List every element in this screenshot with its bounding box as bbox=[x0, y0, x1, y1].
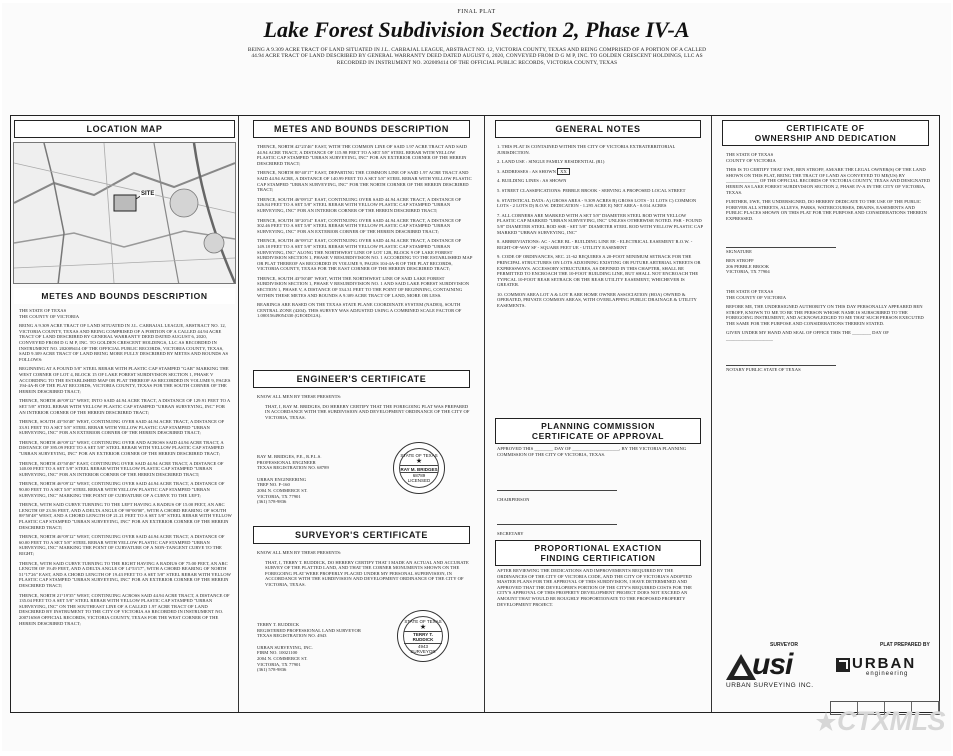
ownership-body bbox=[712, 146, 939, 372]
engineer-sig-role: PROFESSIONAL ENGINEER bbox=[257, 459, 316, 465]
location-map-drawing bbox=[14, 143, 235, 284]
surveyor-seal-number: 4943 bbox=[417, 643, 428, 649]
metes-mid-p2: THENCE, SOUTH 46°09'12" EAST, CONTINUING OVER SAID 44.94 ACRE TRACT, A DISTANCE OF 326.84 FEET TO A SET 5/8" STEEL REBAR WITH YELLOW PLASTIC CAP STAMPED "URBAN SURVEYING, INC" FOR AN INTERIOR CORNER OF THE HEREIN DESCRIBED TRACT; bbox=[257, 196, 462, 213]
surveyor-firm-4: (361) 578-9836 bbox=[257, 667, 287, 673]
metes-left-p1: BEGINNING AT A FOUND 5/8" STEEL REBAR WITH PLASTIC CAP STAMPED "GAR" MARKING THE WEST CORNER OF LOT 4, BLOCK 15 OF LAKE FOREST SUBDIVISION SECTION 1, PHASE V ACCORDING TO THE ESTABLISHED MAP OR PLAT THEREOF AS RECORDED IN VOLUME 9, PAGES 194-4A-B OF THE PLAT RECORDS, VICTORIA COUNTY, TEXAS FOR THE SOUTH CORNER OF THE HEREIN DESCRIBED TRACT; bbox=[19, 366, 231, 394]
metes-mid-p0: THENCE, NORTH 42°23'46" EAST, WITH THE COMMON LINE OF SAID 1.97 ACRE TRACT AND SAID 44.94 ACRE TRACT, A DISTANCE OF 115.98 FEET TO A SET 5/8" STEEL REBAR WITH YELLOW PLASTIC CAP STAMPED "URBAN SURVEYING, INC" FOR AN EXTERIOR CORNER OF THE HEREIN DESCRIBED TRACT; bbox=[257, 144, 467, 166]
plat-description: BEING A 9.309 ACRE TRACT OF LAND SITUATED IN J.L. CARBAJAL LEAGUE, ABSTRACT NO. 12, VICTORIA COUNTY, TEXAS AND BEING COMPRISED OF A PORTION OF A CALLED 44.94 ACRE TRACT OF LAND DESCRIBED BY GENERAL WARRANTY DEED DATED AUGUST 6, 2020, CONVEYED FROM D G M P, INC. TO GOLDEN CRESCENT HOLDINGS, LLC AS RECORDED IN INSTRUMENT NO. 202009414 OF THE OFFICIAL PUBLIC RECORDS, VICTORIA COUNTY, TEXAS bbox=[247, 47, 707, 66]
surveyor-heading: SURVEYOR'S CERTIFICATE bbox=[253, 526, 470, 544]
metes-left-p9: THENCE, WITH SAID CURVE TURNING TO THE RIGHT HAVING A RADIUS OF 75.00 FEET, AN ARC LENGTH OF 19.49 FEET, AND A DELTA ANGLE OF 14°53'17", WITH A CHORD BEARING OF NORTH 51°17'26" EAST, AND A CHORD LENGTH OF 19.43 FEET TO A SET 5/8" STEEL REBAR WITH YELLOW PLASTIC CAP STAMPED "URBAN SURVEYING, INC" FOR AN EXTERIOR CORNER OF THE HEREIN DESCRIBED TRACT; bbox=[19, 560, 231, 588]
usi-name: URBAN SURVEYING INC. bbox=[726, 682, 814, 689]
surveyor-firm-3: VICTORIA, TX 77901 bbox=[257, 661, 301, 667]
engineer-seal-role: LICENSED bbox=[407, 478, 431, 483]
note-9: 9. CODE OF ORDINANCES, SEC. 21-62 REQUIRES A 20-FOOT MINIMUM SETBACK FOR THE PRINCIPAL STRUCTURES ON LOTS ADJOINING EXISTING OR FUTURE ARTERIAL STREETS OR EXPRESSWAYS. ACCESSORY STRUCTURES, AS DEFINED IN THIS CHAPTER, SHALL BE PERMITTED TO ENCROACH THE 10-FOOT BUILDING LINE, BUT SHALL NOT ENCROACH THE TYPICAL 10-FOOT REAR SETBACK OR THE REAR UTILITY EASEMENT, WHICHEVER IS GREATER. bbox=[497, 254, 701, 288]
owner-line-0: BEN STROFF bbox=[726, 258, 754, 264]
metes-mid-p6: BEARINGS ARE BASED ON THE TEXAS STATE PLANE COORDINATE SYSTEM (NAD83), SOUTH CENTRAL ZONE (4204). THIS SURVEY WAS ADJUSTED USING A COMBINED SCALE FACTOR OF 1.00015649054330 (GEOID12A). bbox=[257, 302, 462, 319]
engineer-heading: ENGINEER'S CERTIFICATE bbox=[253, 370, 470, 388]
engineer-text: THAT, I, RAY M. BRIDGES, DO HEREBY CERTIFY THAT THE FOREGOING PLAT WAS PREPARED IN ACCORDANCE WITH THE SUBDIVISION AND DEVELOPMENT ORDINANCE OF THE CITY OF VICTORIA, TEXAS. bbox=[265, 403, 470, 420]
urban-logo-text: URBAN bbox=[852, 655, 917, 672]
planning-heading-1: PLANNING COMMISSION bbox=[541, 421, 655, 431]
surveyor-seal bbox=[397, 610, 449, 662]
metes-mid-heading: METES AND BOUNDS DESCRIPTION bbox=[253, 120, 470, 138]
urban-logo bbox=[836, 656, 916, 677]
note-2: 2. LAND USE : SINGLE FAMILY RESIDENTIAL (R1) bbox=[497, 159, 605, 165]
surveyor-signature bbox=[257, 622, 377, 673]
notary-label: NOTARY PUBLIC STATE OF TEXAS bbox=[726, 366, 801, 372]
signature-line bbox=[726, 240, 836, 248]
plat-sheet bbox=[2, 3, 951, 751]
surveyor-sig-reg: TEXAS REGISTRATION NO. 4943 bbox=[257, 633, 327, 639]
ownership-text-2: FURTHER, I/WE, THE UNDERSIGNED, DO HEREBY DEDICATE TO THE USE OF THE PUBLIC FOREVER ALL STREETS, ALLEYS, PARKS, WATERCOURSES, DRAINS, EASEMENTS AND PUBLIC PLACES SHOWN ON THIS PLAT FOR THE PURPOSE AND CONSIDERATIONS THEREIN EXPRESSED. bbox=[726, 199, 927, 221]
metes-left-p7: THENCE, WITH SAID CURVE TURNING TO THE LEFT HAVING A RADIUS OF 15.00 FEET, AN ARC LENGTH OF 23.56 FEET, AND A DELTA ANGLE OF 90°00'00", WITH A CHORD BEARING OF SOUTH 88°50'48" WEST, AND A CHORD LENGTH OF 21.21 FEET TO A SET 5/8" STEEL REBAR WITH YELLOW PLASTIC CAP STAMPED "URBAN SURVEYING, INC" FOR AN EXTERIOR CORNER OF THE HEREIN DESCRIBED TRACT; bbox=[19, 502, 232, 530]
note-6: 6. STATISTICAL DATA: A) GROSS AREA - 9.309 ACRES B) GROSS LOTS - 31 LOTS C) COMMON LOTS - 2 LOTS D) R.O.W. DEDICATION - 1.295 ACRE E) NET AREA - 8.014 ACRES bbox=[497, 197, 697, 209]
usi-triangle-icon bbox=[726, 654, 756, 680]
urban-logo-sub: engineering bbox=[866, 671, 909, 677]
owner-line-1: 206 PEBBLE BROOK bbox=[726, 263, 770, 269]
chairperson-label: CHAIRPERSON bbox=[497, 497, 530, 503]
note-10: 10. COMMON AREA LOT A & LOT B ARE HOME OWNER ASSOCIATION (HOA) OWNED & OPERATED, PRIVATE COMMON AREAS, WITH OVERLAPPING PUBLIC DRAINAGE & UTILITY EASEMENTS. bbox=[497, 291, 697, 309]
notary-line bbox=[726, 358, 836, 366]
signature-label: SIGNATURE bbox=[726, 248, 752, 254]
engineer-firm-3: VICTORIA, TX 77901 bbox=[257, 493, 301, 499]
general-notes-heading: GENERAL NOTES bbox=[495, 120, 701, 138]
metes-left-state: THE STATE OF TEXAS bbox=[19, 308, 67, 313]
metes-left-p6: THENCE, NORTH 46°09'12" WEST, CONTINUING OVER SAID 44.94 ACRE TRACT, A DISTANCE OF 90.00 FEET TO A SET 5/8" STEEL REBAR WITH YELLOW PLASTIC CAP STAMPED "URBAN SURVEYING, INC" MARKING THE POINT OF CURVATURE OF A CURVE TO THE LEFT; bbox=[19, 481, 225, 498]
owner-line-2: VICTORIA, TX 77904 bbox=[726, 269, 770, 275]
engineer-seal bbox=[393, 442, 445, 494]
exaction-text: AFTER REVIEWING THE DEDICATIONS AND IMPROVEMENTS REQUIRED BY THE ORDINANCES OF THE CITY OF VICTORIA CODE, AND THE CITY OF VICTORIA'S ADOPTED MASTER PLANS FOR THE APPROVAL OF THIS SUBDIVISION, I HAVE DETERMINED AND APPROVED THAT THE DEVELOPER'S PORTION OF THE CITY'S REQUIRED COSTS FOR THE CITY'S APPROVAL OF THIS PROPERTY DEVELOPMENT PROJECT DOES NOT EXCEED AN AMOUNT THAT WOULD BE ROUGHLY PROPORTIONATE TO THE PROPOSED PROPERTY DEVELOPMENT PROJECT. bbox=[497, 568, 692, 607]
metes-left-p3: THENCE, SOUTH 43°50'48" WEST, CONTINUING OVER SAID 44.94 ACRE TRACT, A DISTANCE OF 33.91 FEET TO A SET 5/8" STEEL REBAR WITH YELLOW PLASTIC CAP STAMPED "URBAN SURVEYING, INC" FOR AN EXTERIOR CORNER OF THE HEREIN DESCRIBED TRACT; bbox=[19, 419, 225, 436]
ownership-heading bbox=[722, 120, 929, 146]
metes-mid-p3: THENCE, SOUTH 30°20'14" EAST, CONTINUING OVER SAID 44.94 ACRE TRACT, A DISTANCE OF 302.46 FEET TO A SET 5/8" STEEL REBAR WITH YELLOW PLASTIC CAP STAMPED "URBAN SURVEYING, INC" FOR AN EXTERIOR CORNER OF THE HEREIN DESCRIBED TRACT; bbox=[257, 217, 462, 234]
engineer-sig-reg: TEXAS REGISTRATION NO. 68789 bbox=[257, 465, 329, 471]
note-4: 4. BUILDING LINES : AS SHOWN bbox=[497, 178, 567, 184]
note-1: 1. THIS PLAT IS CONTAINED WITHIN THE CITY OF VICTORIA EXTRATERRITORIAL JURISDICTION. bbox=[497, 144, 676, 155]
engineer-firm-4: (361) 578-9836 bbox=[257, 499, 287, 505]
metes-left-p5: THENCE, NORTH 43°50'48" EAST, CONTINUING OVER SAID 44.94 ACRE TRACT, A DISTANCE OF 140.00 FEET TO A SET 5/8" STEEL REBAR WITH YELLOW PLASTIC CAP STAMPED "URBAN SURVEYING, INC" FOR AN INTERIOR CORNER OF THE HEREIN DESCRIBED TRACT; bbox=[19, 460, 224, 477]
seal-star-icon: ★ bbox=[415, 458, 423, 465]
chairperson-line bbox=[497, 483, 617, 491]
engineer-firm-2: 2004 N. COMMERCE ST. bbox=[257, 487, 308, 493]
urban-mark-icon bbox=[836, 658, 850, 672]
seal-star-icon: ★ bbox=[419, 623, 427, 631]
ownership-text-1: THIS IS TO CERTIFY THAT I/WE, BEN STROFF, AM/ARE THE LEGAL OWNER(S) OF THE LAND SHOWN ON THIS PLAT, BEING THE TRACT OF LAND AS CONVEYED TO ME(US) BY ______________ OF THE OFFICIAL RECORDS OF VICTORIA COUNTY, TEXAS AND DESIGNATED HEREIN AS LAKE FOREST SUBDIVISION SECTION 2, PHASE IV-A IN THE CITY OF VICTORIA, TEXAS. bbox=[726, 167, 931, 195]
metes-left-p8: THENCE, NORTH 46°09'12" WEST, CONTINUING OVER SAID 44.94 ACRE TRACT, A DISTANCE OF 60.00 FEET TO A SET 5/8" STEEL REBAR WITH YELLOW PLASTIC CAP STAMPED "URBAN SURVEYING, INC" MARKING THE POINT OF CURVATURE OF A NON-TANGENT CURVE TO THE RIGHT; bbox=[19, 534, 225, 556]
usi-logo-text: usi bbox=[752, 648, 793, 681]
planning-heading bbox=[495, 418, 701, 444]
plat-title: Lake Forest Subdivision Section 2, Phase IV-A bbox=[263, 17, 690, 42]
ownership-state: THE STATE OF TEXAS bbox=[726, 152, 774, 157]
surveyor-firm-2: 2004 N. COMMERCE ST. bbox=[257, 655, 308, 661]
engineer-firm-1: TBEP NO. F-160 bbox=[257, 482, 290, 488]
ownership-heading-2: OWNERSHIP AND DEDICATION bbox=[754, 133, 897, 143]
engineer-body bbox=[257, 394, 474, 424]
note-8: 8. ABBREVIATIONS: AC - ACRE BL - BUILDING LINE EE - ELECTRICAL EASEMENT R.O.W. - RIGHT-OF-WAY SF - SQUARE FEET UE - UTILITY EASEMENT bbox=[497, 239, 693, 250]
note-3-text: 3. ADDRESSES : AS SHOWN bbox=[497, 168, 556, 174]
ctxmls-watermark bbox=[815, 706, 945, 737]
metes-mid-p4: THENCE, SOUTH 46°09'12" EAST, CONTINUING OVER SAID 44.94 ACRE TRACT, A DISTANCE OF 149.18 FEET TO A SET 5/8" STEEL REBAR WITH YELLOW PLASTIC CAP STAMPED "URBAN SURVEYING, INC" ALONG THE NORTHWEST LINE OF LOT 12B, BLOCK 9 OF LAKE FOREST SUBDIVISION SECTION 1, PHASE V RESUBDIVISION NO. 1 ACCORDING TO THE ESTABLISHED MAP OR PLAT THEREOF AS RECORDED IN VOLUME 9, PAGES 104-4A-B OF THE PLAT RECORDS, VICTORIA COUNTY, TEXAS FOR THE EAST CORNER OF THE HEREIN DESCRIBED TRACT; bbox=[257, 238, 473, 272]
watermark-text: CTXMLS bbox=[837, 706, 945, 736]
secretary-line bbox=[497, 517, 617, 525]
column-ownership bbox=[712, 116, 939, 712]
engineer-intro: KNOW ALL MEN BY THESE PRESENTS: bbox=[257, 394, 342, 399]
note-3 bbox=[497, 169, 703, 175]
ownership-county: COUNTY OF VICTORIA bbox=[726, 157, 776, 163]
engineer-sig-name: RAY M. BRIDGES, P.E., R.P.L.S. bbox=[257, 454, 322, 459]
metes-mid-body bbox=[239, 138, 484, 319]
surveyor-seal-role: SURVEYOR bbox=[410, 648, 436, 654]
surveyor-intro: KNOW ALL MEN BY THESE PRESENTS: bbox=[257, 550, 342, 555]
note-3-box: XX bbox=[557, 168, 570, 175]
location-map-heading: LOCATION MAP bbox=[14, 120, 235, 138]
exaction-heading-2: FINDING CERTIFICATION bbox=[540, 553, 656, 563]
surveyor-sig-role: REGISTERED PROFESSIONAL LAND SURVEYOR bbox=[257, 627, 362, 633]
site-label: SITE bbox=[141, 191, 155, 197]
exaction-body bbox=[497, 568, 703, 611]
column-certificates bbox=[239, 116, 484, 712]
metes-left-p0: BEING A 9.309 ACRE TRACT OF LAND SITUATED IN J.L. CARBAJAL LEAGUE, ABSTRACT NO. 12, VICTORIA COUNTY, TEXAS AND BEING COMPRISED OF A PORTION OF A CALLED 44.94 ACRE TRACT OF LAND DESCRIBED BY GENERAL WARRANTY DEED DATED AUGUST 6, 2020, CONVEYED FROM D G M P, INC. TO GOLDEN CRESCENT HOLDINGS, LLC AS RECORDED IN INSTRUMENT NO. 202009414 OF THE OFFICIAL PUBLIC RECORDS, VICTORIA COUNTY, TEXAS, SAID 9.309 ACRE TRACT OF LAND BEING MORE FULLY DESCRIBED BY METES AND BOUNDS AS FOLLOWS: bbox=[19, 323, 229, 362]
surveyor-firm-0: URBAN SURVEYING, INC. bbox=[257, 644, 313, 650]
metes-mid-p5: THENCE, SOUTH 43°50'48" WEST, WITH THE NORTHWEST LINE OF SAID LAKE FOREST SUBDIVISION SECTION 1, PHASE V RESUBDIVISION NO. 1 AND SAID LAKE FOREST SUBDIVISION SECTION 1, PHASE V, A DISTANCE OF 534.31 FEET TO THE POINT OF BEGINNING, CONTAINING WITHIN THESE METES AND BOUNDS A 9.309 ACRE TRACT OF LAND, MORE OR LESS. bbox=[257, 275, 470, 298]
usi-logo bbox=[726, 650, 814, 689]
ownership-text-3: BEFORE ME, THE UNDERSIGNED AUTHORITY ON THIS DAY PERSONALLY APPEARED BEN STROFF, KNOWN TO ME TO BE THE PERSON WHOSE NAME IS SUBSCRIBED TO THE FOREGOING INSTRUMENT, AND ACKNOWLEDGED TO ME THAT SUCH PERSON EXECUTED THE SAME FOR THE PURPOSE AND CONSIDERATIONS THEREIN STATED. bbox=[726, 304, 924, 326]
prepared-by-label: PLAT PREPARED BY bbox=[880, 642, 930, 648]
secretary-label: SECRETARY bbox=[497, 530, 524, 536]
final-plat-label: FINAL PLAT bbox=[457, 9, 496, 15]
engineer-seal-name: RAY M. BRIDGES bbox=[400, 466, 438, 472]
metes-mid-p1: THENCE, NORTH 80°40'17" EAST, DEPARTING THE COMMON LINE OF SAID 1.97 ACRE TRACT AND SAID 44.94 ACRE, A DISTANCE OF 140.99 FEET TO A SET 5/8" STEEL REBAR WITH YELLOW PLASTIC CAP STAMPED "URBAN SURVEYING, INC" FOR THE NORTH CORNER OF THE HEREIN DESCRIBED TRACT; bbox=[257, 170, 472, 193]
planning-heading-2: CERTIFICATE OF APPROVAL bbox=[531, 431, 665, 441]
engineer-firm-0: URBAN ENGINEERING bbox=[257, 476, 307, 482]
metes-left-heading: METES AND BOUNDS DESCRIPTION bbox=[14, 288, 235, 304]
surveyor-firm-1: FIRM NO. 10021100 bbox=[257, 650, 298, 656]
ownership-state-2: THE STATE OF TEXAS bbox=[726, 288, 774, 294]
column-notes bbox=[485, 116, 711, 712]
metes-left-body bbox=[11, 304, 238, 626]
metes-left-p2: THENCE, NORTH 46°09'12" WEST, INTO SAID 44.94 ACRE TRACT, A DISTANCE OF 129.91 FEET TO A SET 5/8" STEEL REBAR WITH YELLOW PLASTIC CAP STAMPED "URBAN SURVEYING, INC" FOR AN INTERIOR CORNER OF THE HEREIN DESCRIBED TRACT; bbox=[19, 398, 231, 415]
ownership-heading-1: CERTIFICATE OF bbox=[786, 123, 865, 133]
surveyor-body bbox=[257, 550, 474, 592]
column-location bbox=[11, 116, 238, 712]
planning-body bbox=[497, 446, 703, 540]
engineer-seal-state: STATE OF TEXAS bbox=[400, 453, 438, 458]
general-notes-body bbox=[485, 138, 711, 309]
plat-frame bbox=[10, 115, 940, 713]
exaction-heading bbox=[495, 540, 701, 566]
surveyor-text: THAT, I, TERRY T. RUDDICK, DO HEREBY CERTIFY THAT I MADE AN ACTUAL AND ACCURATE SURVEY OF THE PLATTED LAND, AND THAT THE CORNER MONUMENTS SHOWN ON THE FOREGOING PLAT WERE PROPERLY PLACED UNDER MY PERSONAL SUPERVISION, IN ACCORDANCE WITH THE SUBDIVISION AND DEVELOPMENT ORDINANCE OF THE CITY OF VICTORIA, TEXAS. bbox=[265, 559, 469, 587]
ownership-given: GIVEN UNDER MY HAND AND SEAL OF OFFICE THIS THE ________ DAY OF ____________________ bbox=[726, 330, 889, 342]
engineer-signature bbox=[257, 454, 367, 505]
engineer-seal-number: 68789 bbox=[412, 473, 426, 478]
metes-left-p4: THENCE, NORTH 46°09'12" WEST, CONTINUING OVER AND ACROSS SAID 44.94 ACRE TRACT, A DISTANCE OF 395.09 FEET TO A SET 5/8" STEEL REBAR WITH YELLOW PLASTIC CAP STAMPED "URBAN SURVEYING, INC" FOR AN EXTERIOR CORNER OF THE HEREIN DESCRIBED TRACT; bbox=[19, 439, 224, 457]
surveyor-logo-label: SURVEYOR bbox=[770, 642, 798, 648]
ownership-county-2: THE COUNTY OF VICTORIA bbox=[726, 294, 787, 300]
surveyor-sig-name: TERRY T. RUDDICK bbox=[257, 622, 300, 627]
metes-left-county: THE COUNTY OF VICTORIA bbox=[19, 313, 80, 319]
watermark-star-icon bbox=[815, 711, 837, 733]
planning-approved: APPROVED THIS ________ DAY OF ____________________, BY THE VICTORIA PLANNING COMMISSION OF THE CITY OF VICTORIA, TEXAS. bbox=[497, 446, 687, 457]
exaction-heading-1: PROPORTIONAL EXACTION bbox=[534, 543, 662, 553]
metes-left-p10: THENCE, NORTH 21°19'35" WEST, CONTINUING ACROSS SAID 44.94 ACRE TRACT, A DISTANCE OF 135.04 FEET TO A SET 5/8" STEEL REBAR WITH YELLOW PLASTIC CAP STAMPED "URBAN SURVEYING, INC" ON THE SOUTHEAST LINE OF A CALLED 1.97 ACRE TRACT OF LAND DESCRIBED BY INSTRUMENT TO THE CITY OF VICTORIA AS RECORDED IN INSTRUMENT NO. 200716569 OFFICIAL RECORDS, VICTORIA COUNTY, TEXAS FOR THE WEST CORNER OF THE HEREIN DESCRIBED TRACT; bbox=[19, 592, 230, 626]
note-5: 5. STREET CLASSIFICATIONS: PEBBLE BROOK - SERVING A PROPOSED LOCAL STREET bbox=[497, 187, 686, 193]
note-7: 7. ALL CORNERS ARE MARKED WITH A SET 5/8" DIAMETER STEEL ROD WITH YELLOW PLASTIC CAP MARKED "URBAN SURVEYING, INC" UNLESS OTHERWISE NOTED. FSR - FOUND 5/8" DIAMETER STEEL ROD SSR - SET 5/8" DIAMETER STEEL ROD WITH YELLOW PLASTIC CAP MARKED "URBAN SURVEYING, INC" bbox=[497, 212, 703, 235]
location-map bbox=[13, 142, 236, 284]
surveyor-seal-name: TERRY T. RUDDICK bbox=[404, 631, 442, 644]
surveyor-seal-state: STATE OF TEXAS bbox=[404, 618, 442, 624]
